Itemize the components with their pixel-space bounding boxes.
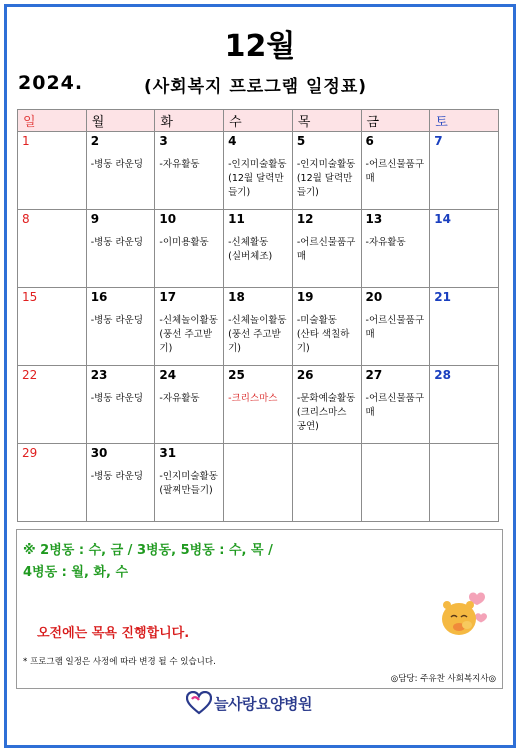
day-number: 23 [90, 368, 108, 382]
day-activity: -신체놀이활동 (풍선 주고받기) [228, 315, 287, 354]
calendar-day-cell [155, 210, 224, 288]
day-activity: -자유활동 [159, 393, 200, 404]
schedule-change-footnote: * 프로그램 일정은 사정에 따라 변경 될 수 있습니다. [23, 657, 216, 667]
day-activity: -병동 라운딩 [90, 159, 144, 170]
day-activity: -신체놀이활동 (풍선 주고받기) [159, 315, 218, 354]
day-activity: -병동 라운딩 [90, 393, 144, 404]
calendar-day-cell [430, 444, 499, 522]
day-number: 25 [228, 368, 245, 382]
calendar-day-cell [292, 366, 361, 444]
calendar-day-cell [18, 366, 87, 444]
day-number: 14 [434, 212, 451, 226]
day-activity: -병동 라운딩 [90, 315, 144, 326]
weekday-wed: 수 [224, 110, 293, 132]
day-activity: -이미용활동 [159, 237, 209, 248]
weekday-sat: 토 [430, 110, 499, 132]
day-number: 15 [22, 290, 38, 304]
calendar-day-cell [18, 210, 87, 288]
day-activity: -어르신물품구매 [365, 393, 425, 418]
day-activity: -신체활동 (실버체조) [228, 237, 273, 262]
day-number: 11 [228, 212, 245, 226]
mascot-character-icon [437, 587, 489, 639]
calendar-day-cell [18, 444, 87, 522]
day-number: 29 [22, 446, 38, 460]
calendar-day-cell [430, 366, 499, 444]
calendar-day-cell [155, 444, 224, 522]
calendar-day-cell [155, 366, 224, 444]
day-number: 5 [296, 134, 306, 148]
calendar-day-cell [86, 288, 155, 366]
day-number: 1 [22, 134, 30, 148]
day-activity: -자유활동 [159, 159, 200, 170]
calendar-day-cell [361, 288, 430, 366]
day-number: 31 [159, 446, 177, 460]
program-schedule-title: (사회복지 프로그램 일정표) [144, 77, 368, 97]
day-number: 12 [296, 212, 314, 226]
day-number: 10 [159, 212, 177, 226]
day-number: 22 [22, 368, 38, 382]
calendar-day-cell [430, 132, 499, 210]
calendar-day-cell [18, 132, 87, 210]
ward-schedule-text: ※ 2병동 : 수, 금 / 3병동, 5병동 : 수, 목 / 4병동 : 월, 화, 수 [23, 543, 273, 580]
calendar-day-cell [361, 444, 430, 522]
day-number: 20 [365, 290, 383, 304]
weekday-header-row [18, 110, 499, 132]
weekday-sun: 일 [18, 110, 87, 132]
calendar-week-row [18, 210, 499, 288]
calendar-week-row [18, 288, 499, 366]
calendar-day-cell [224, 288, 293, 366]
calendar-table [17, 109, 499, 522]
weekday-mon: 월 [86, 110, 155, 132]
hospital-name: 늘사랑요양병원 [214, 694, 312, 713]
calendar-day-cell [86, 444, 155, 522]
calendar-day-cell [155, 288, 224, 366]
heart-logo-icon [186, 691, 212, 715]
calendar-day-cell [155, 132, 224, 210]
day-activity: -자유활동 [365, 237, 406, 248]
day-activity: -병동 라운딩 [90, 471, 144, 482]
day-number: 4 [228, 134, 237, 148]
day-activity: -어르신물품구매 [365, 159, 425, 184]
day-number: 6 [365, 134, 374, 148]
day-number: 16 [90, 290, 108, 304]
day-number: 24 [159, 368, 177, 382]
weekday-fri: 금 [361, 110, 430, 132]
calendar-day-cell [224, 444, 293, 522]
day-number: 7 [434, 134, 443, 148]
calendar-day-cell [18, 288, 87, 366]
day-activity: -병동 라운딩 [90, 237, 144, 248]
day-activity: -크리스마스 [228, 393, 278, 404]
calendar-day-cell [361, 132, 430, 210]
day-number: 18 [228, 290, 245, 304]
calendar-day-cell [430, 210, 499, 288]
calendar-week-row [18, 444, 499, 522]
day-activity: -어르신물품구매 [365, 315, 425, 340]
calendar-day-cell [361, 210, 430, 288]
calendar-day-cell [86, 132, 155, 210]
calendar-day-cell [292, 210, 361, 288]
day-activity: -인지미술활동 (12월 달력만들기) [296, 159, 356, 198]
day-number: 13 [365, 212, 383, 226]
weekday-thu: 목 [292, 110, 361, 132]
day-number: 21 [434, 290, 451, 304]
notice-box [16, 529, 503, 689]
month-title: 12월 [224, 29, 296, 64]
day-number: 27 [365, 368, 383, 382]
calendar-day-cell [430, 288, 499, 366]
calendar-week-row [18, 132, 499, 210]
calendar-week-row [18, 366, 499, 444]
day-number: 17 [159, 290, 177, 304]
day-number: 26 [296, 368, 314, 382]
calendar-day-cell [86, 210, 155, 288]
day-number: 2 [90, 134, 100, 148]
day-number: 19 [296, 290, 314, 304]
hospital-logo [186, 690, 312, 716]
calendar-day-cell [292, 444, 361, 522]
year-label: 2024. [18, 72, 84, 94]
day-number: 8 [22, 212, 30, 226]
weekday-tue: 화 [155, 110, 224, 132]
day-activity: -인지미술활동 (12월 달력만들기) [228, 159, 287, 198]
day-number: 30 [90, 446, 108, 460]
day-activity: -미술활동 (산타 색칠하기) [296, 315, 350, 354]
calendar-day-cell [292, 132, 361, 210]
day-number: 28 [434, 368, 451, 382]
calendar-day-cell [224, 132, 293, 210]
calendar-day-cell [224, 366, 293, 444]
day-activity: -문화예술활동 (크리스마스 공연) [296, 393, 356, 432]
day-activity: -인지미술활동 (팔찌만들기) [159, 471, 218, 496]
calendar-day-cell [224, 210, 293, 288]
calendar-day-cell [86, 366, 155, 444]
bath-notice: 오전에는 목욕 진행합니다. [37, 626, 190, 641]
day-number: 9 [90, 212, 100, 226]
day-activity: -어르신물품구매 [296, 237, 356, 262]
day-number: 3 [159, 134, 168, 148]
manager-label: ◎담당: 주유찬 사회복지사◎ [390, 674, 496, 684]
calendar-day-cell [361, 366, 430, 444]
calendar-day-cell [292, 288, 361, 366]
